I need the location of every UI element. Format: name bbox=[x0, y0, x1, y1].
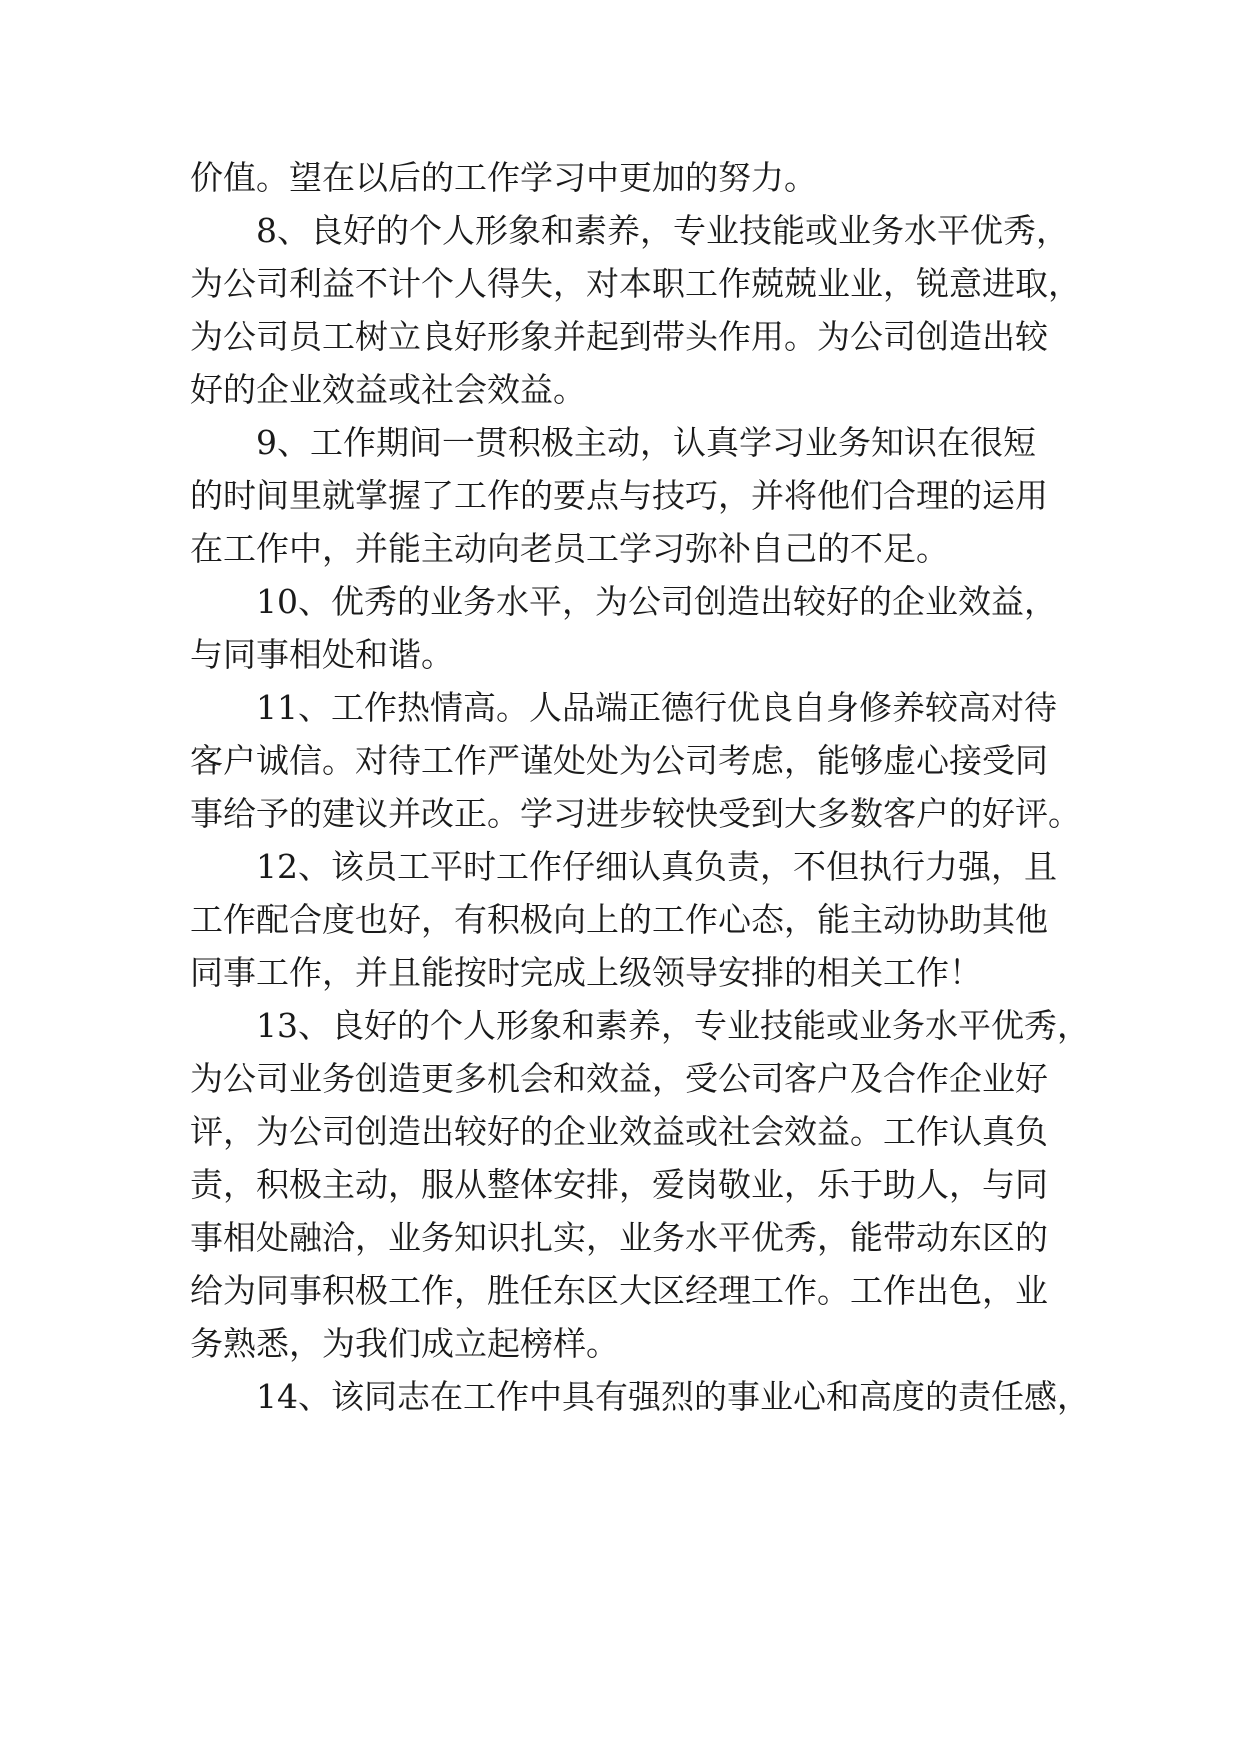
text-line: 给为同事积极工作，胜任东区大区经理工作。工作出色，业 bbox=[190, 1271, 1048, 1310]
text-line: 客户诚信。对待工作严谨处处为公司考虑，能够虚心接受同 bbox=[190, 741, 1048, 780]
text-line: 11、工作热情高。人品端正德行优良自身修养较高对待 bbox=[256, 688, 1057, 727]
text-line: 与同事相处和谐。 bbox=[190, 635, 454, 674]
text-line: 为公司利益不计个人得失，对本职工作兢兢业业，锐意进取， bbox=[190, 264, 1081, 303]
text-line: 工作配合度也好，有积极向上的工作心态，能主动协助其他 bbox=[190, 900, 1048, 939]
text-line: 的时间里就掌握了工作的要点与技巧，并将他们合理的运用 bbox=[190, 476, 1048, 515]
text-line: 12、该员工平时工作仔细认真负责，不但执行力强，且 bbox=[256, 847, 1057, 886]
text-line: 10、优秀的业务水平，为公司创造出较好的企业效益， bbox=[256, 582, 1057, 621]
text-line: 好的企业效益或社会效益。 bbox=[190, 370, 586, 409]
text-line: 事相处融洽，业务知识扎实，业务水平优秀，能带动东区的 bbox=[190, 1218, 1048, 1257]
text-line: 为公司业务创造更多机会和效益，受公司客户及合作企业好 bbox=[190, 1059, 1048, 1098]
text-line: 同事工作，并且能按时完成上级领导安排的相关工作！ bbox=[190, 953, 982, 992]
text-line: 事给予的建议并改正。学习进步较快受到大多数客户的好评。 bbox=[190, 794, 1081, 833]
text-line: 14、该同志在工作中具有强烈的事业心和高度的责任感， bbox=[256, 1377, 1090, 1416]
text-line: 9、工作期间一贯积极主动，认真学习业务知识在很短 bbox=[256, 423, 1036, 462]
text-line: 13、良好的个人形象和素养，专业技能或业务水平优秀， bbox=[256, 1006, 1090, 1045]
text-line: 价值。望在以后的工作学习中更加的努力。 bbox=[190, 158, 817, 197]
text-line: 8、良好的个人形象和素养，专业技能或业务水平优秀， bbox=[256, 211, 1069, 250]
text-line: 责，积极主动，服从整体安排，爱岗敬业，乐于助人，与同 bbox=[190, 1165, 1048, 1204]
text-line: 评，为公司创造出较好的企业效益或社会效益。工作认真负 bbox=[190, 1112, 1048, 1151]
text-line: 务熟悉，为我们成立起榜样。 bbox=[190, 1324, 619, 1363]
text-line: 在工作中，并能主动向老员工学习弥补自己的不足。 bbox=[190, 529, 949, 568]
text-line: 为公司员工树立良好形象并起到带头作用。为公司创造出较 bbox=[190, 317, 1048, 356]
